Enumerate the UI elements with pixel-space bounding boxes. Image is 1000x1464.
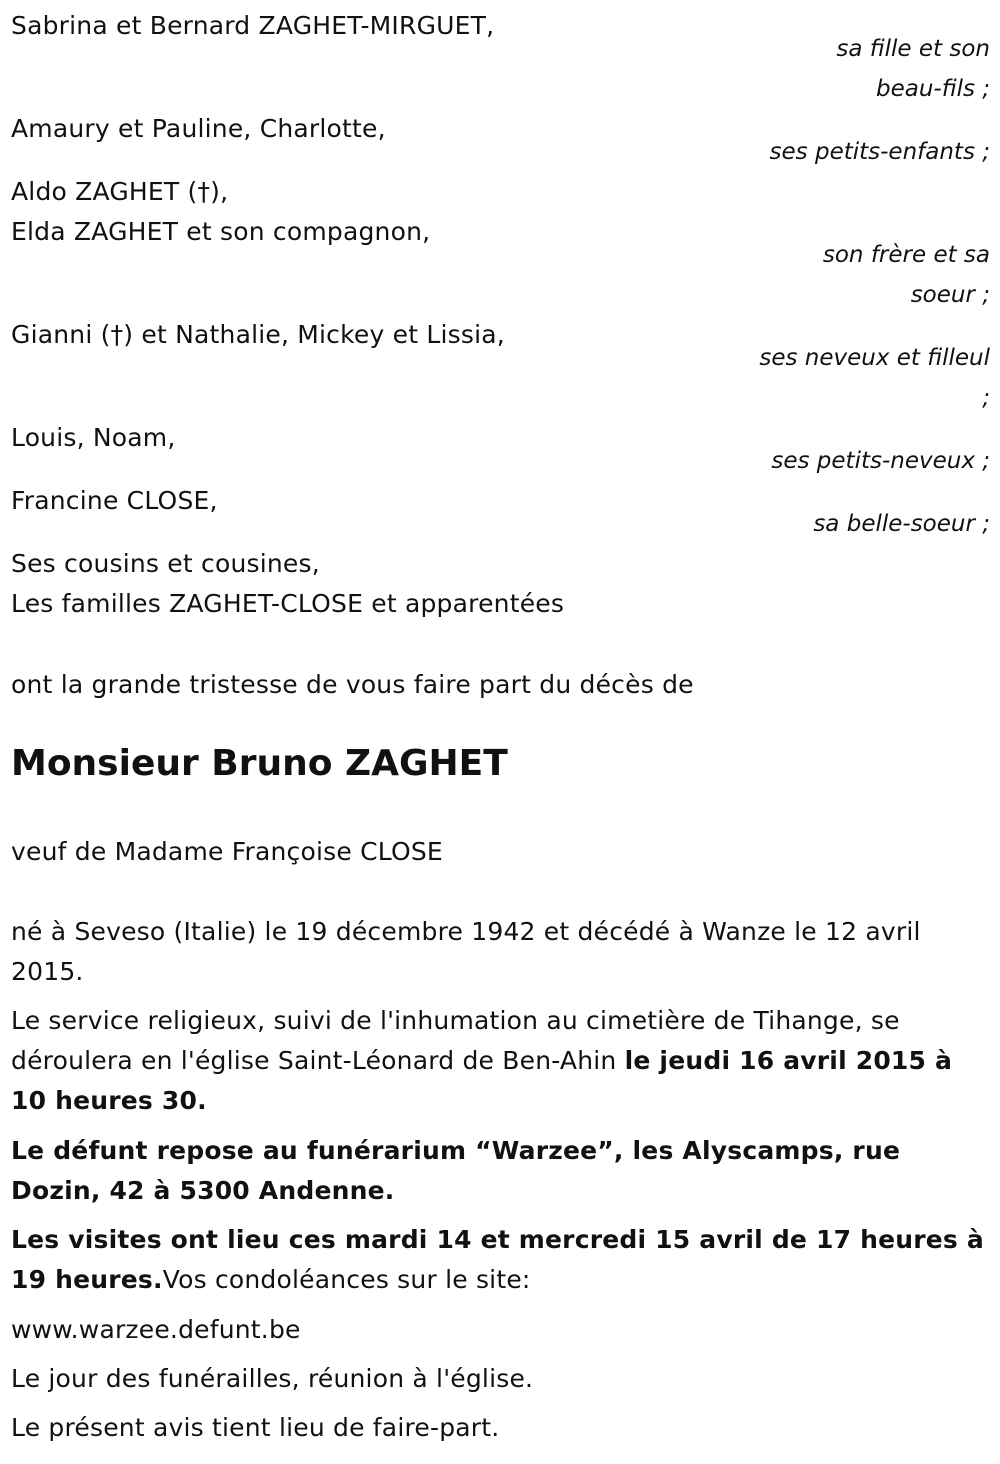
visits-bold: Les visites ont lieu ces mardi 14 et mercredi 15 avril de 17 heures à 19 heures. xyxy=(11,1225,984,1294)
funeral-day-note: Le jour des funérailles, réunion à l'église. xyxy=(11,1364,534,1393)
grandchildren-relation: ses petits-enfants ; xyxy=(769,139,990,165)
widower-of: veuf de Madame Françoise CLOSE xyxy=(11,837,443,866)
daughter-relation-1: sa fille et son xyxy=(836,36,990,62)
sibling-2: Elda ZAGHET et son compagnon, xyxy=(11,217,431,246)
nephews-relation-2: ; xyxy=(982,385,990,411)
service-paragraph xyxy=(11,1001,996,1121)
cousins-line: Ses cousins et cousines, xyxy=(11,549,320,578)
condolences-text: Vos condoléances sur le site: xyxy=(162,1265,531,1294)
daughter-names: Sabrina et Bernard ZAGHET-MIRGUET, xyxy=(11,11,495,40)
visits-paragraph xyxy=(11,1220,996,1300)
daughter-relation-2: beau-fils ; xyxy=(875,76,990,102)
funerarium-paragraph: Le défunt repose au funérarium “Warzee”, les Alyscamps, rue Dozin, 42 à 5300 Andenne. xyxy=(11,1136,901,1205)
grandnephews-relation: ses petits-neveux ; xyxy=(771,448,990,474)
birth-death-paragraph: né à Seveso (Italie) le 19 décembre 1942 et décédé à Wanze le 12 avril 2015. xyxy=(11,917,921,986)
announcement-text: ont la grande tristesse de vous faire part du décès de xyxy=(11,670,694,699)
sibling-1: Aldo ZAGHET (†), xyxy=(11,177,229,206)
grandchildren-names: Amaury et Pauline, Charlotte, xyxy=(11,114,386,143)
service-text: Le service religieux, suivi de l'inhumation au cimetière de Tihange, se déroulera en l'église Saint-Léonard de Ben-Ahin xyxy=(11,1006,900,1075)
deceased-name: Monsieur Bruno ZAGHET xyxy=(11,743,508,784)
nephews-names: Gianni (†) et Nathalie, Mickey et Lissia, xyxy=(11,320,505,349)
sister-in-law-names: Francine CLOSE, xyxy=(11,486,218,515)
service-date: le jeudi 16 avril 2015 à 10 heures 30. xyxy=(11,1046,953,1115)
notice-line: Le présent avis tient lieu de faire-part. xyxy=(11,1413,500,1442)
grandnephews-names: Louis, Noam, xyxy=(11,423,176,452)
sibling-relation-2: soeur ; xyxy=(910,282,990,308)
nephews-relation-1: ses neveux et filleul xyxy=(759,345,990,371)
sister-in-law-relation: sa belle-soeur ; xyxy=(813,511,990,537)
families-line: Les familles ZAGHET-CLOSE et apparentées xyxy=(11,589,565,618)
sibling-relation-1: son frère et sa xyxy=(822,242,990,268)
website-link[interactable]: www.warzee.defunt.be xyxy=(11,1315,301,1344)
